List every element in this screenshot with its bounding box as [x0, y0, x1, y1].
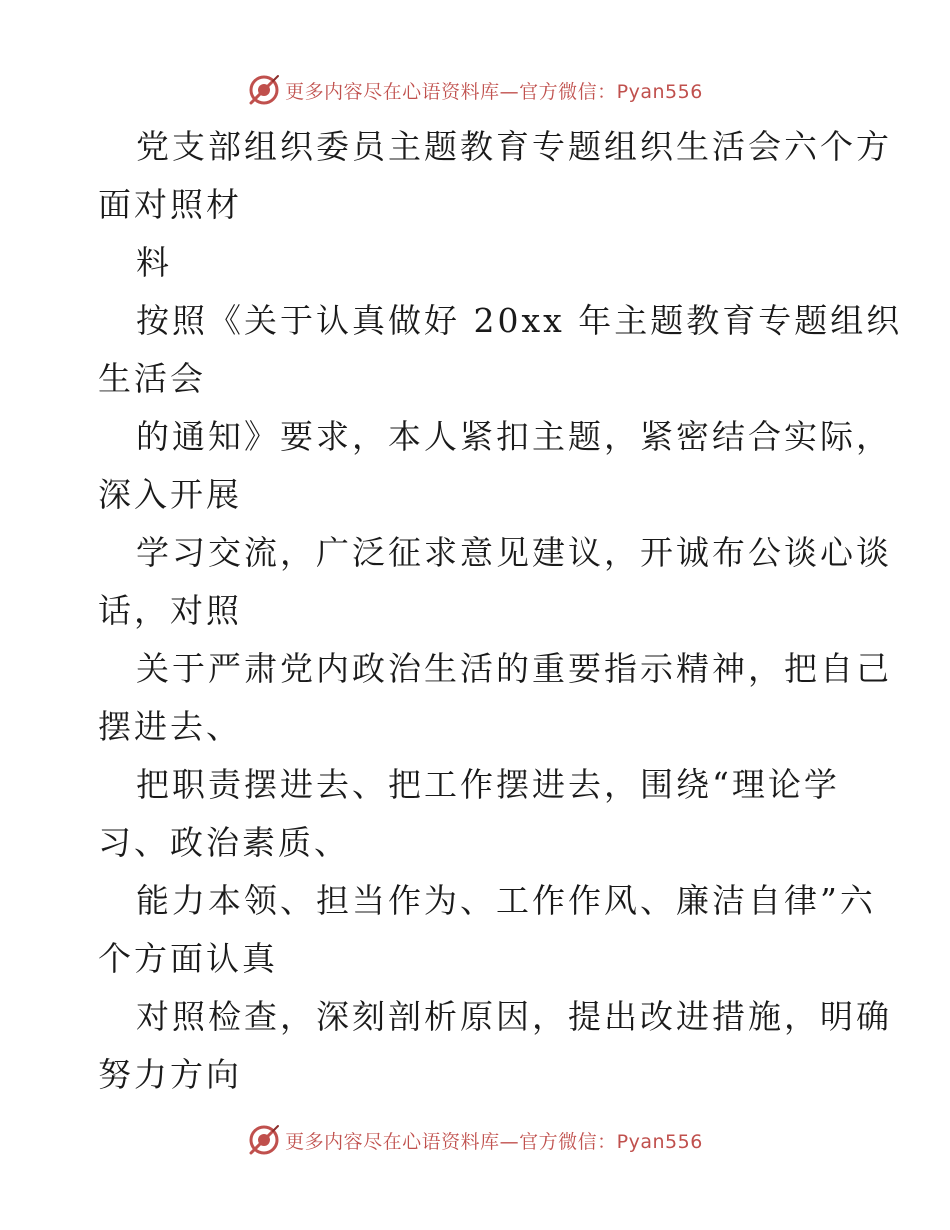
body-line: 面对照材	[98, 185, 242, 224]
pen-logo-icon	[247, 73, 281, 107]
body-line: 深入开展	[98, 475, 242, 514]
body-line: 摆进去、	[98, 707, 242, 746]
body-line: 个方面认真	[98, 939, 278, 978]
document-body	[98, 118, 903, 1104]
body-line: 生活会	[98, 359, 206, 398]
body-line: 话，对照	[98, 591, 242, 630]
body-line: 按照《关于认真做好 20xx 年主题教育专题组织	[136, 301, 903, 340]
body-line: 党支部组织委员主题教育专题组织生活会六个方	[136, 127, 892, 166]
footer-banner-text: 更多内容尽在心语资料库—官方微信：Pyan556	[285, 1130, 703, 1153]
body-line: 料	[136, 243, 172, 282]
body-line: 努力方向	[98, 1055, 242, 1094]
footer-banner	[0, 1120, 950, 1160]
pen-logo-icon	[247, 1123, 281, 1157]
body-line: 习、政治素质、	[98, 823, 350, 862]
body-line: 学习交流，广泛征求意见建议，开诚布公谈心谈	[136, 533, 892, 572]
header-banner	[0, 70, 950, 110]
header-banner-text: 更多内容尽在心语资料库—官方微信：Pyan556	[285, 80, 703, 103]
body-line: 把职责摆进去、把工作摆进去，围绕“理论学	[136, 765, 840, 804]
body-line: 对照检查，深刻剖析原因，提出改进措施，明确	[136, 997, 892, 1036]
body-line: 关于严肃党内政治生活的重要指示精神，把自己	[136, 649, 892, 688]
body-line: 能力本领、担当作为、工作作风、廉洁自律”六	[136, 881, 876, 920]
body-line: 的通知》要求，本人紧扣主题，紧密结合实际，	[136, 417, 892, 456]
